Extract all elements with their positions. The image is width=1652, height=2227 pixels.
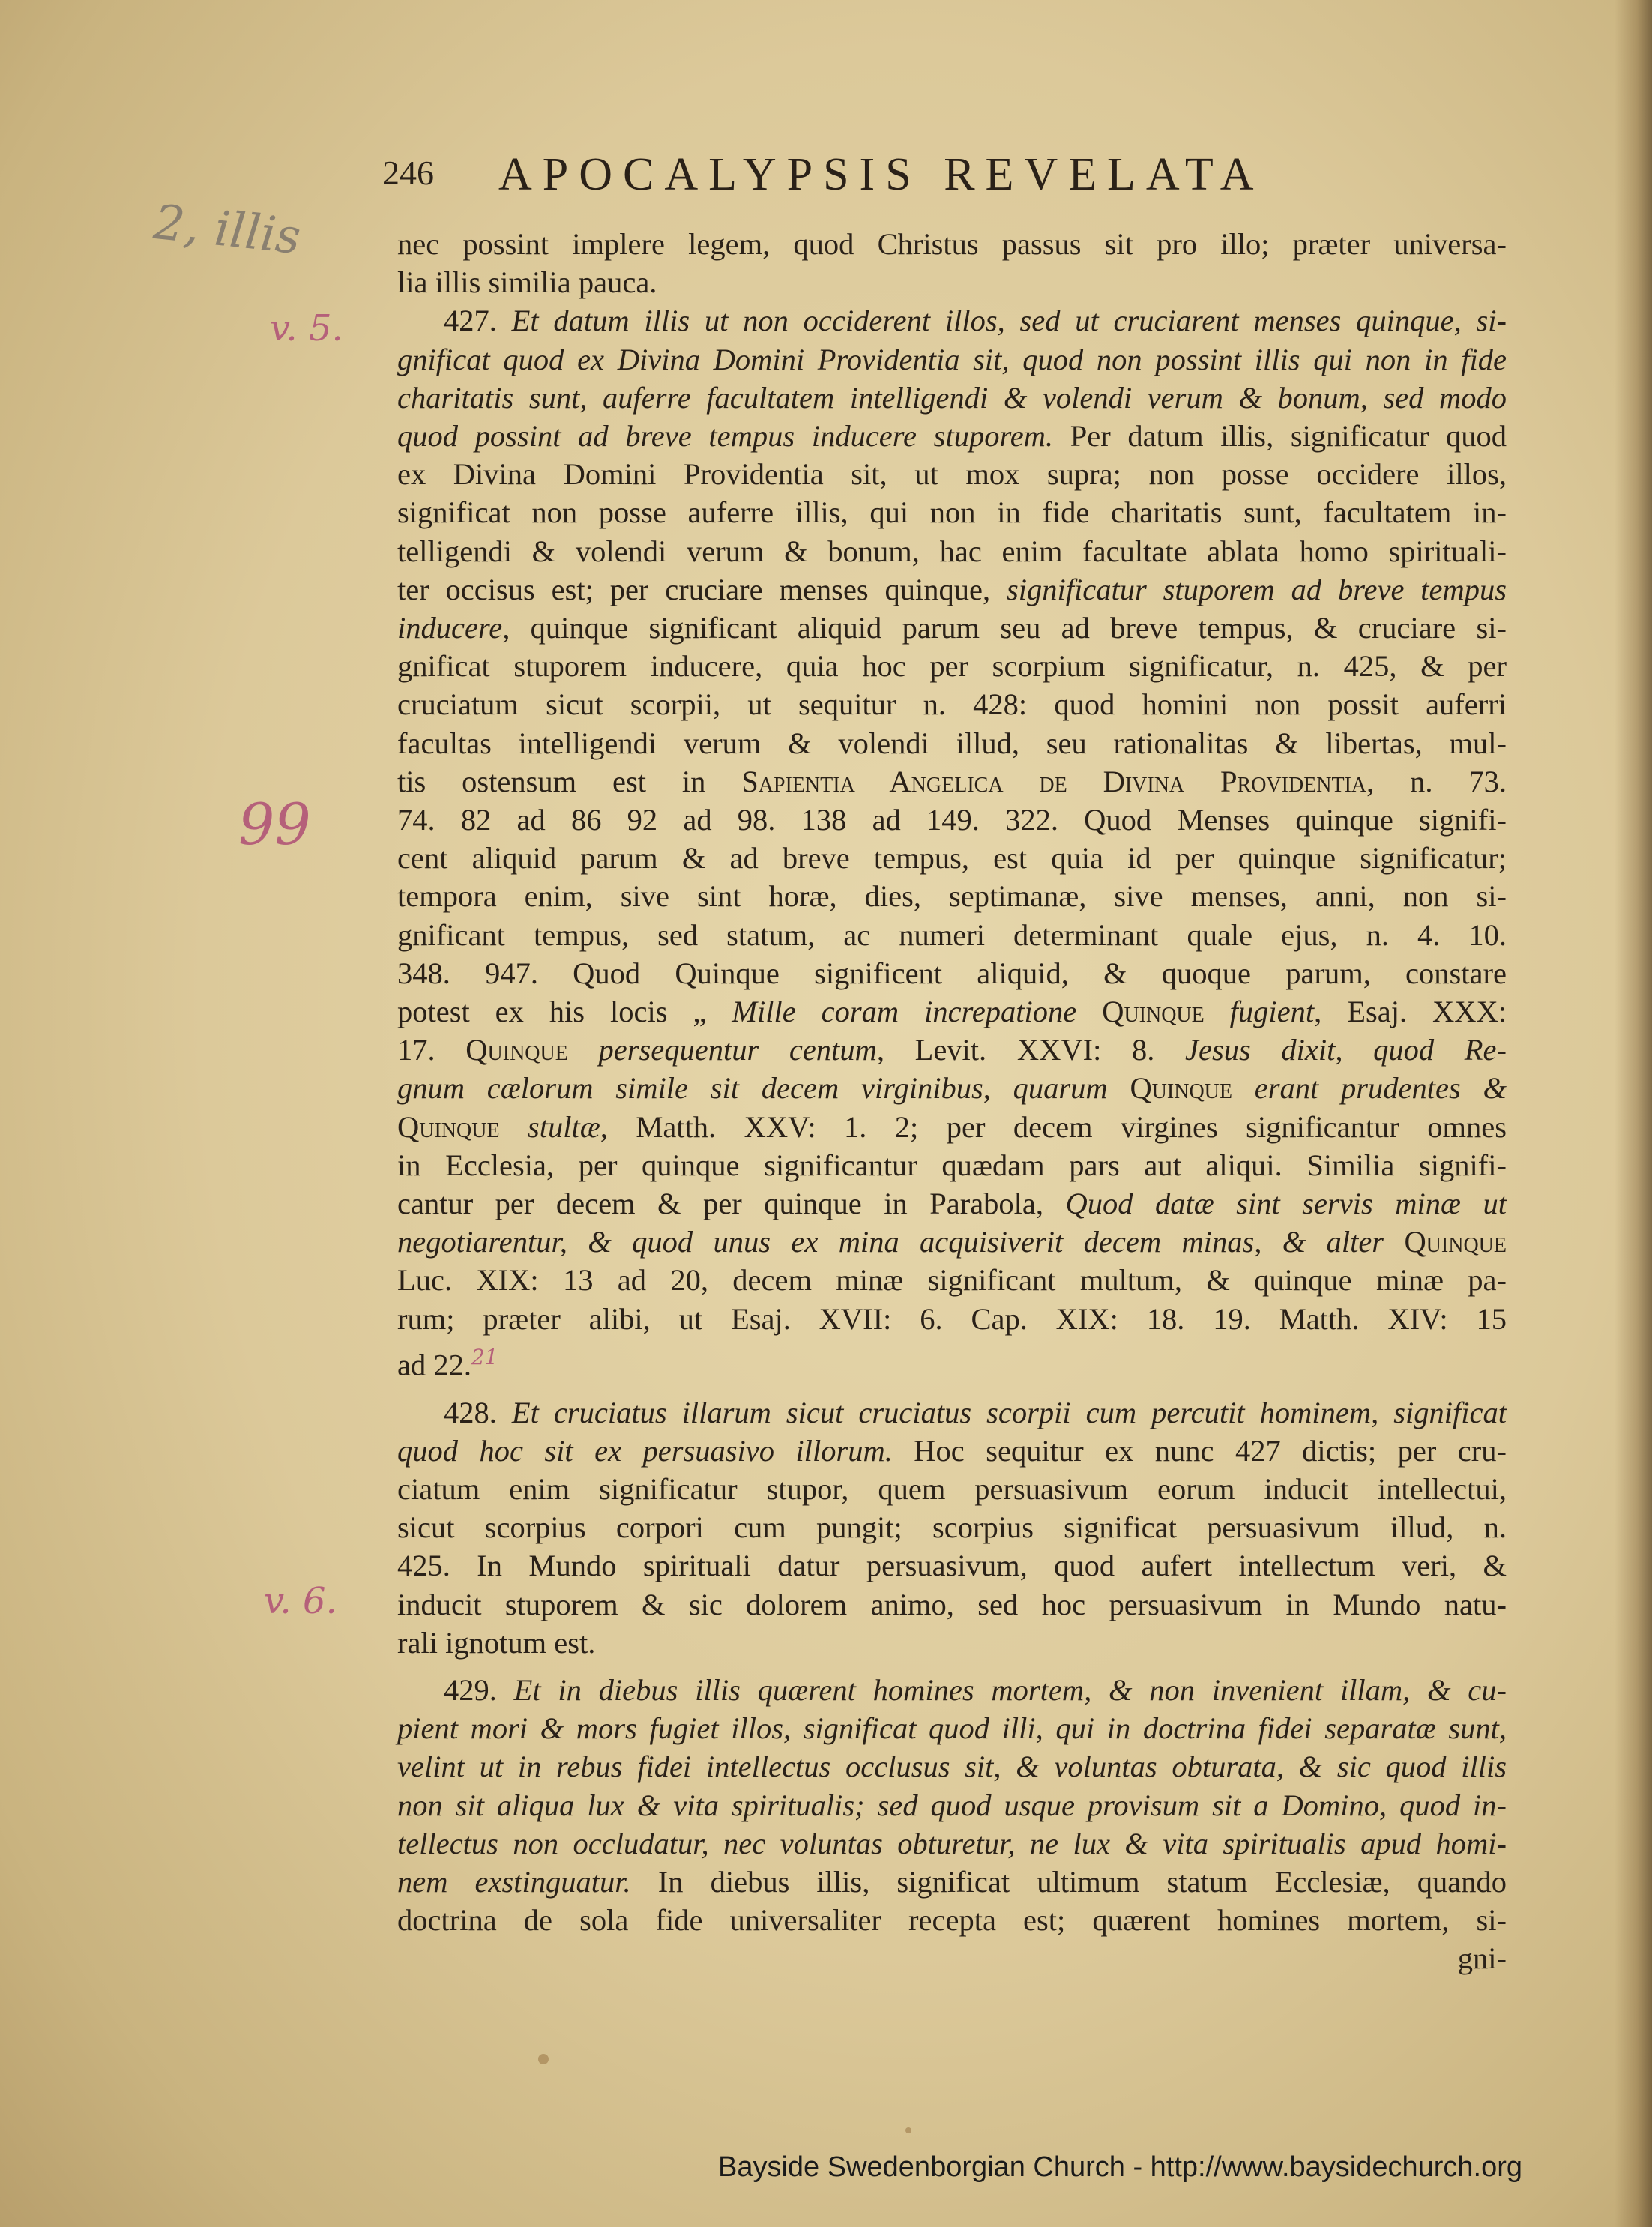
- watermark-caption: Bayside Swedenborgian Church - http://www.baysidechurch.org: [718, 2151, 1523, 2183]
- text-line: rali ignotum est.: [397, 1625, 596, 1660]
- text-run: tis ostensum est in: [397, 764, 742, 798]
- text-line: [397, 1184, 1507, 1223]
- small-caps-word: Quinque: [1130, 1071, 1232, 1106]
- text-run: Hoc sequitur ex nunc 427 dictis; per cru-: [892, 1433, 1507, 1468]
- italic-text: quod hoc sit ex persuasivo illorum.: [397, 1433, 893, 1468]
- text-line: cent aliquid parum & ad breve tempus, est quia id per quinque significatur;: [397, 841, 1507, 876]
- foxing-spot: [538, 2054, 549, 2064]
- text-line: [397, 1223, 1507, 1261]
- text-line: telligendi & volendi verum & bonum, hac enim facultate ablata homo spirituali-: [397, 534, 1507, 568]
- italic-text: nem exstinguatur.: [397, 1865, 631, 1899]
- text-line: 348. 947. Quod Quinque significent aliquid, & quoque parum, constare: [397, 956, 1507, 990]
- italic-text: Quod datæ sint servis minæ ut: [1065, 1187, 1507, 1221]
- text-line: 425. In Mundo spirituali datur persuasivum, quod aufert intellectum veri, &: [397, 1549, 1507, 1583]
- italic-text: erant prudentes &: [1232, 1071, 1507, 1106]
- italic-text: negotiarentur, & quod unus ex mina acquisiverit decem minas, & alter: [397, 1225, 1405, 1259]
- text-line: pient mori & mors fugiet illos, significat quod illi, qui in doctrina fidei separatæ sunt,: [397, 1711, 1507, 1746]
- text-line: [397, 1031, 1507, 1069]
- text-run: ter occisus est; per cruciare menses quinque,: [397, 572, 1007, 606]
- text-line: rum; præter alibi, ut Esaj. XVII: 6. Cap. XIX: 18. 19. Matth. XIV: 15: [397, 1301, 1507, 1336]
- paragraph-gap: [397, 1384, 1507, 1393]
- text-line: Luc. XIX: 13 ad 20, decem minæ significant multum, & quinque minæ pa-: [397, 1263, 1507, 1298]
- paragraph-number: 429.: [444, 1673, 514, 1708]
- text-run: 17.: [397, 1033, 466, 1067]
- text-line: doctrina de sola fide universaliter recepta est; quærent homines mortem, si-: [397, 1903, 1507, 1938]
- text-line: cruciatum sicut scorpii, ut sequitur n. 428: quod homini non possit auferri: [397, 687, 1507, 722]
- text-line: significat non posse auferre illis, qui non in fide charitatis sunt, facultatem in-: [397, 495, 1507, 530]
- text-line: [397, 1338, 1507, 1384]
- small-caps-word: Quinque: [1404, 1225, 1507, 1259]
- text-line: sicut scorpius corpori cum pungit; scorpius significat persuasivum illud, n.: [397, 1510, 1507, 1545]
- text-line: in Ecclesia, per quinque significantur quædam pars aut aliqui. Similia signifi-: [397, 1148, 1507, 1182]
- italic-text: Mille coram increpatione: [732, 995, 1103, 1029]
- italic-text: stultæ: [499, 1109, 600, 1144]
- text-run: In diebus illis, significat ultimum statum Ecclesiæ, quando: [630, 1865, 1507, 1899]
- margin-note-number: 99: [238, 791, 311, 858]
- catchword: gni-: [1457, 1941, 1507, 1976]
- text-line: ciatum enim significatur stupor, quem persuasivum eorum inducit intellectui,: [397, 1472, 1507, 1506]
- text-run: , quinque significant aliquid parum seu ad breve tempus, & cruciare si-: [502, 611, 1507, 645]
- margin-note-superscript: 21: [471, 1344, 498, 1369]
- text-run: ,: [983, 1071, 1013, 1106]
- foxing-spot: [905, 2127, 911, 2133]
- text-line: lia illis similia pauca.: [397, 265, 657, 300]
- text-line: gnificat quod ex Divina Domini Providentia sit, quod non possint illis qui non in fide: [397, 342, 1507, 376]
- text-line: gnificant tempus, sed statum, ac numeri determinant quale ejus, n. 4. 10.: [397, 917, 1507, 952]
- text-run: , Esaj. XXX:: [1314, 995, 1507, 1029]
- body-text: [397, 225, 1507, 1978]
- text-run: cantur per decem & per quinque in Parabola,: [397, 1187, 1066, 1221]
- page-binding-shadow: [1615, 0, 1652, 2227]
- paragraph-gap: [397, 1662, 1507, 1671]
- italic-text: Et cruciatus illarum sicut cruciatus scorpii cum percutit hominem, significat: [511, 1395, 1507, 1429]
- text-line: tempora enim, sive sint horæ, dies, septimanæ, sive menses, anni, non si-: [397, 879, 1507, 914]
- text-line: [397, 1863, 1507, 1901]
- text-run: potest ex his locis „: [397, 995, 732, 1029]
- text-run: , Matth. XXV: 1. 2; per decem virgines significantur omnes: [600, 1109, 1507, 1144]
- text-line: velint ut in rebus fidei intellectus occlusus sit, & voluntas obturata, & sic quod illis: [397, 1750, 1507, 1784]
- text-line: inducit stuporem & sic dolorem animo, sed hoc persuasivum in Mundo natu-: [397, 1587, 1507, 1621]
- text-run: Per datum illis, significatur quod: [1053, 419, 1507, 453]
- italic-text: significatur stuporem ad breve tempus: [1006, 572, 1507, 606]
- text-line: 74. 82 ad 86 92 ad 98. 138 ad 149. 322. Quod Menses quinque signifi-: [397, 803, 1507, 837]
- italic-text: quarum: [1013, 1071, 1130, 1106]
- text-line: gnificat stuporem inducere, quia hoc per scorpium significatur, n. 425, & per: [397, 649, 1507, 684]
- paragraph-number: 428.: [444, 1395, 512, 1429]
- text-line: [397, 762, 1507, 801]
- text-line: [397, 1671, 1507, 1709]
- text-line: tellectus non occludatur, nec voluntas obturetur, ne lux & vita spiritualis apud homi-: [397, 1826, 1507, 1860]
- text-run: , Levit. XXVI: 8.: [876, 1033, 1185, 1067]
- page-number: 246: [382, 154, 434, 192]
- text-run: , n. 73.: [1366, 764, 1507, 798]
- small-caps-word: Quinque: [397, 1109, 500, 1144]
- text-line: facultas intelligendi verum & volendi illud, seu rationalitas & libertas, mul-: [397, 726, 1507, 760]
- small-caps-word: Quinque: [465, 1033, 568, 1067]
- italic-text: Et in diebus illis quærent homines mortem, & non invenient illam, & cu-: [513, 1673, 1507, 1708]
- small-caps-title: Sapientia Angelica de Divina Providentia: [741, 764, 1367, 798]
- italic-text: gnum cælorum simile sit decem virginibus: [397, 1071, 983, 1106]
- italic-text: Jesus dixit, quod Re-: [1185, 1033, 1507, 1067]
- running-head: APOCALYPSIS REVELATA: [498, 149, 1264, 200]
- italic-text: Et datum illis ut non occiderent illos, sed ut cruciarent menses quinque, si-: [511, 304, 1507, 338]
- italic-text: quod possint ad breve tempus inducere stuporem.: [397, 419, 1054, 453]
- text-line: [397, 1432, 1507, 1470]
- small-caps-word: Quinque: [1102, 995, 1205, 1029]
- text-line: [397, 609, 1507, 647]
- text-line: nec possint implere legem, quod Christus passus sit pro illo; præter universa-: [397, 227, 1507, 261]
- text-line: [397, 301, 1507, 340]
- pencil-margin-note: 2, illis: [151, 194, 304, 266]
- text-line: [397, 570, 1507, 609]
- text-line: [397, 1108, 1507, 1146]
- text-run: ad 22.: [397, 1348, 471, 1382]
- text-line: charitatis sunt, auferre facultatem intelligendi & volendi verum & bonum, sed modo: [397, 380, 1507, 415]
- italic-text: inducere: [397, 611, 503, 645]
- italic-text: fugient: [1204, 995, 1315, 1029]
- page-header: [382, 147, 1447, 207]
- text-line: non sit aliqua lux & vita spiritualis; sed quod usque provisum sit a Domino, quod in-: [397, 1788, 1507, 1822]
- text-line: ex Divina Domini Providentia sit, ut mox supra; non posse occidere illos,: [397, 457, 1507, 492]
- text-line: [397, 992, 1507, 1031]
- italic-text: persequentur centum: [567, 1033, 877, 1067]
- margin-note-verse: v. 5.: [270, 307, 343, 349]
- text-line: [397, 417, 1507, 455]
- text-line: [397, 1069, 1507, 1107]
- paragraph-number: 427.: [444, 304, 512, 338]
- margin-note-verse: v. 6.: [264, 1580, 337, 1622]
- text-line: [397, 1393, 1507, 1432]
